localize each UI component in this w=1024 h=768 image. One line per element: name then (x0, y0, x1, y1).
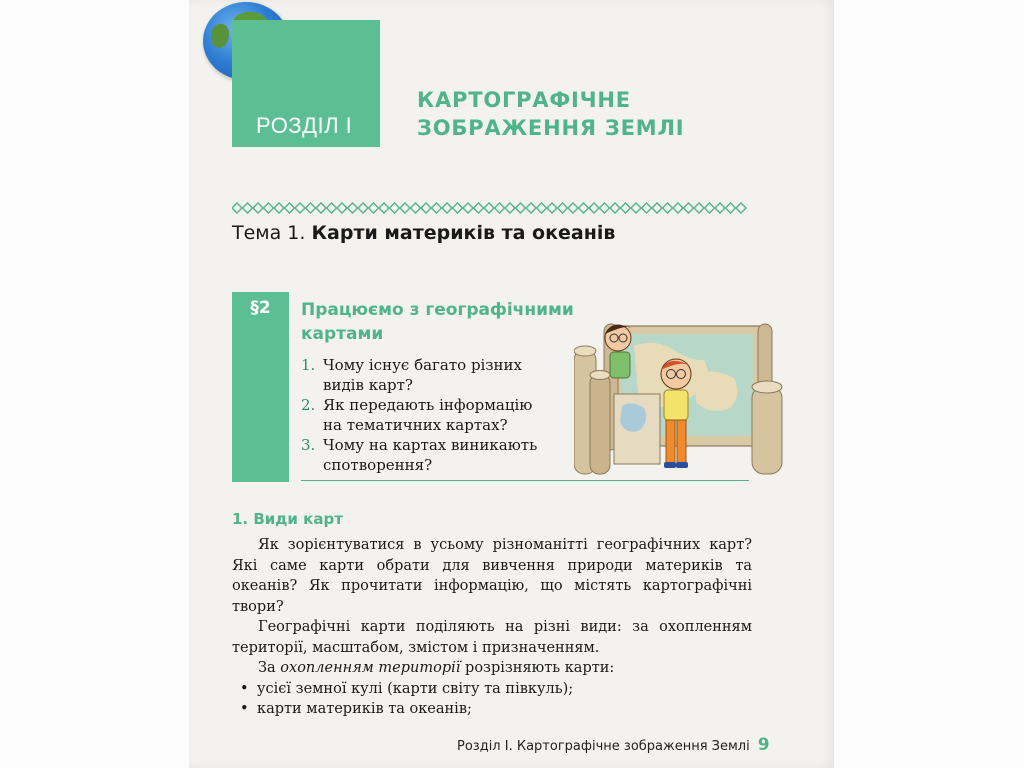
diamond-chain-ornament (232, 200, 752, 216)
list-item (232, 679, 752, 700)
ornament-diamond (526, 203, 536, 213)
ornament-diamond (558, 203, 568, 213)
ornament-diamond (285, 203, 295, 213)
question-text-line2: видів карт? (323, 376, 413, 394)
question-number: 2. (301, 396, 316, 414)
ornament-diamond (379, 203, 389, 213)
question-text-line2: спотворення? (323, 456, 433, 474)
ornament-diamond (736, 203, 746, 213)
chapter-title (417, 86, 777, 142)
ornament-diamond (432, 203, 442, 213)
ornament-diamond (600, 203, 610, 213)
ornament-diamond (442, 203, 452, 213)
ornament-diamond (316, 203, 326, 213)
ornament-diamond (715, 203, 725, 213)
running-title: Розділ І. Картографічне зображення Землі (457, 739, 750, 754)
ornament-diamond (369, 203, 379, 213)
ornament-diamond (726, 203, 736, 213)
ornament-diamond (232, 203, 242, 213)
ornament-diamond (400, 203, 410, 213)
chapter-label: РОЗДІЛ І (256, 113, 353, 138)
list-item (232, 699, 752, 720)
body-text: розрізняють карти: (460, 660, 615, 676)
ornament-diamond (663, 203, 673, 213)
ornament-diamond (264, 203, 274, 213)
body-text: За (258, 660, 281, 676)
paragraph-title (301, 298, 601, 346)
question-list (301, 355, 571, 475)
ornament-diamond (631, 203, 641, 213)
paragraph-title-line2: картами (301, 324, 384, 344)
question-number: 1. (301, 356, 316, 374)
ornament-diamond (684, 203, 694, 213)
ornament-diamond (295, 203, 305, 213)
section-heading: 1. Види карт (232, 510, 343, 528)
paragraph-number: §2 (250, 298, 271, 318)
ornament-diamond (327, 203, 337, 213)
body-paragraph: Як зорієнтуватися в усьому різноманітті географічних карт? Які саме карти обрати для вивчення природи материків та океанів? Як прочитати інформацію, що містять картографічні твори? (232, 537, 752, 615)
ornament-diamond (537, 203, 547, 213)
ornament-diamond (243, 203, 253, 213)
question-item (301, 355, 571, 395)
chapter-label-box (232, 20, 380, 147)
emphasized-term: охопленням території (280, 660, 461, 676)
question-text-line2: на тематичних картах? (323, 416, 508, 434)
ornament-diamond (705, 203, 715, 213)
ornament-diamond (337, 203, 347, 213)
bullet-icon: • (240, 701, 249, 717)
question-item (301, 395, 571, 435)
ornament-diamond (694, 203, 704, 213)
question-number: 3. (301, 436, 316, 454)
ornament-diamond (484, 203, 494, 213)
ornament-diamond (568, 203, 578, 213)
ornament-diamond (505, 203, 515, 213)
question-text-line1: Як передають інформацію (323, 396, 533, 414)
ornament-diamond (516, 203, 526, 213)
ornament-diamond (463, 203, 473, 213)
ornament-diamond (621, 203, 631, 213)
ornament-diamond (253, 203, 263, 213)
ornament-diamond (358, 203, 368, 213)
chapter-title-line2: ЗОБРАЖЕННЯ ЗЕМЛІ (417, 116, 685, 140)
paragraph-number-box (232, 292, 289, 482)
children-with-maps-illustration (574, 316, 802, 478)
chapter-title-line1: КАРТОГРАФІЧНЕ (417, 88, 631, 112)
ornament-diamond (642, 203, 652, 213)
divider-line (301, 480, 749, 481)
topic-name: Карти материків та океанів (311, 222, 616, 244)
ornament-diamond (306, 203, 316, 213)
ornament-diamond (421, 203, 431, 213)
bullet-list (232, 679, 752, 720)
ornament-diamond (610, 203, 620, 213)
ornament-diamond (390, 203, 400, 213)
page-footer (457, 735, 770, 755)
ornament-diamond (579, 203, 589, 213)
paragraph-title-line1: Працюємо з географічними (301, 300, 574, 320)
body-paragraph (232, 658, 752, 679)
section-body (232, 535, 752, 720)
ornament-diamond (411, 203, 421, 213)
body-paragraph: Географічні карти поділяють на різні види: за охопленням території, масштабом, змістом і призначенням. (232, 619, 752, 656)
list-item-text: карти материків та океанів; (257, 701, 472, 717)
list-item-text: усієї земної кулі (карти світу та півкуль); (257, 680, 574, 697)
ornament-diamond (673, 203, 683, 213)
topic-heading (232, 222, 615, 244)
page-number: 9 (757, 735, 770, 755)
ornament-diamond (274, 203, 284, 213)
ornament-diamond (495, 203, 505, 213)
ornament-diamond (547, 203, 557, 213)
textbook-page (189, 0, 834, 768)
question-text-line1: Чому існує багато різних (323, 356, 522, 374)
question-text-line1: Чому на картах виникають (323, 436, 538, 454)
ornament-diamond (652, 203, 662, 213)
ornament-diamond (348, 203, 358, 213)
topic-prefix: Тема 1. (232, 222, 306, 244)
bullet-icon: • (240, 680, 249, 697)
ornament-diamond (474, 203, 484, 213)
ornament-diamond (453, 203, 463, 213)
question-item (301, 435, 571, 475)
ornament-diamond (589, 203, 599, 213)
